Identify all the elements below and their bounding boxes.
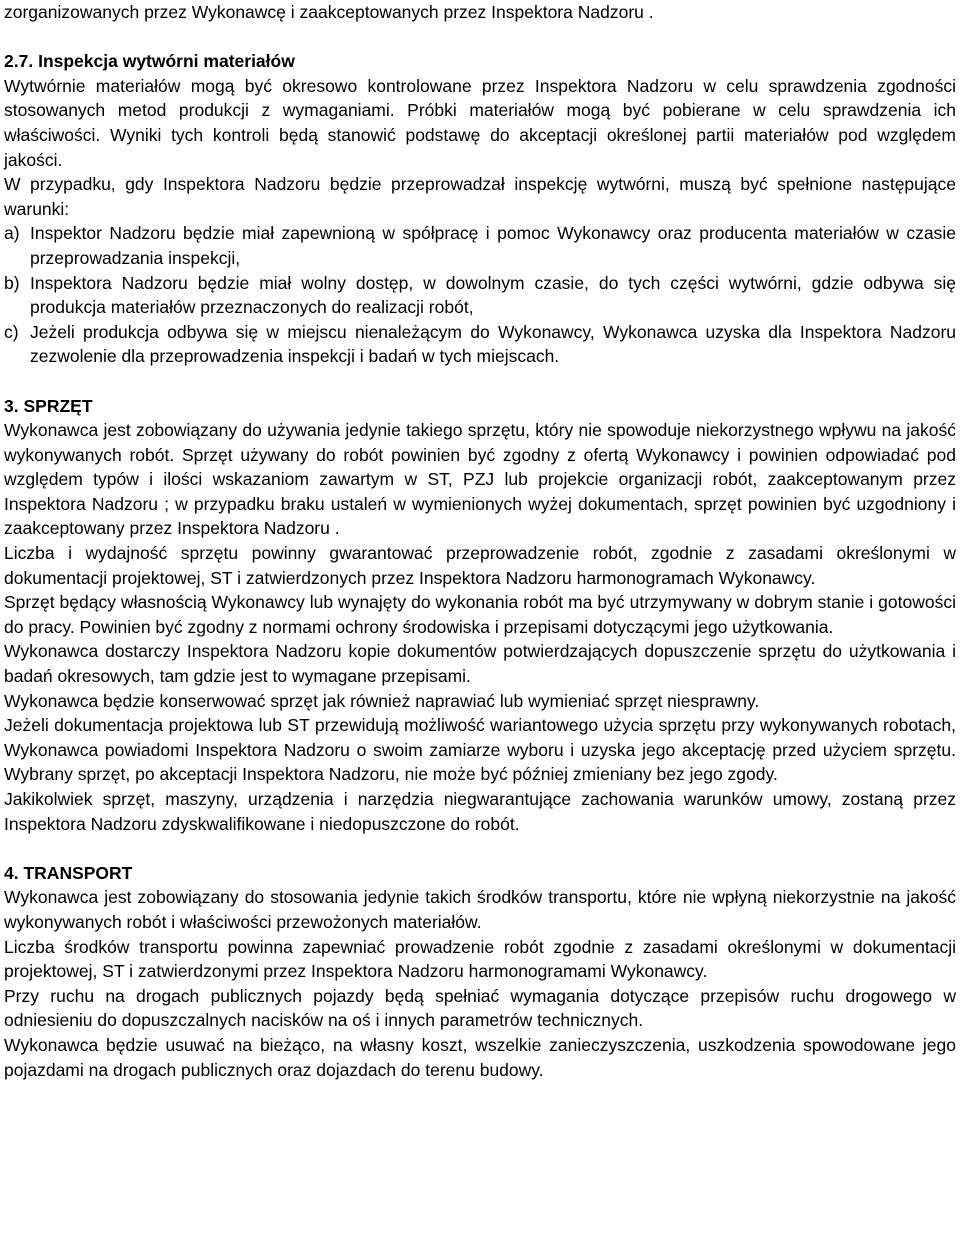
- list-item: [4, 271, 956, 320]
- document-page: [4, 0, 956, 1082]
- section-2-7-heading: [4, 49, 956, 74]
- spacer: [4, 25, 956, 50]
- section-3-heading: [4, 394, 956, 419]
- paragraph: Liczba i wydajność sprzętu powinny gwarantować przeprowadzenie robót, zgodnie z zasadami określonymi w dokumentacji projektowej, ST i zatwierdzonych przez Inspektora Nadzoru harmonogramach Wykonawcy.: [4, 543, 956, 588]
- section-title: SPRZĘT: [23, 395, 93, 416]
- spacer: [4, 836, 956, 861]
- list-item: [4, 320, 956, 369]
- paragraph: Sprzęt będący własnością Wykonawcy lub wynajęty do wykonania robót ma być utrzymywany w dobrym stanie i gotowości do pracy. Powinien być zgodny z normami ochrony środowiska i przepisami dotyczącymi jego użytkowania.: [4, 592, 956, 637]
- list-item-text: Inspektora Nadzoru będzie miał wolny dostęp, w dowolnym czasie, do tych części wytwórni, gdzie odbywa się produkcja materiałów przeznaczonych do realizacji robót,: [30, 272, 956, 318]
- paragraph: Jeżeli dokumentacja projektowa lub ST przewidują możliwość wariantowego użycia sprzętu przy wykonywanych robotach, Wykonawca powiadomi Inspektora Nadzoru o swoim zamiarze wyboru i uzyska jego akceptację przed użyciem sprzętu. Wybrany sprzęt, po akceptacji Inspektora Nadzoru, nie może być później zmieniany bez jego zgody.: [4, 715, 956, 785]
- carryover-line: zorganizowanych przez Wykonawcę i zaakceptowanych przez Inspektora Nadzoru .: [4, 2, 654, 22]
- paragraph: Wykonawca dostarczy Inspektora Nadzoru kopie dokumentów potwierdzających dopuszczenie sprzętu do użytkowania i badań okresowych, tam gdzie jest to wymagane przepisami.: [4, 641, 956, 687]
- paragraph: Jakikolwiek sprzęt, maszyny, urządzenia i narzędzia niegwarantujące zachowania warunków umowy, zostaną przez Inspektora Nadzoru zdyskwalifikowane i niedopuszczone do robót.: [4, 789, 956, 834]
- section-4-heading: [4, 861, 956, 886]
- section-number: 4.: [4, 862, 19, 883]
- list-item-text: Inspektor Nadzoru będzie miał zapewnioną w spółpracę i pomoc Wykonawcy oraz producenta materiałów w czasie przeprowadzania inspekcji,: [30, 223, 956, 268]
- list-marker: b): [4, 272, 20, 293]
- paragraph: Liczba środków transportu powinna zapewniać prowadzenie robót zgodnie z zasadami określonymi w dokumentacji projektowej, ST i zatwierdzonymi przez Inspektora Nadzoru harmonogramami Wykonawcy.: [4, 936, 956, 982]
- paragraph: Wykonawca jest zobowiązany do używania jedynie takiego sprzętu, który nie spowoduje niekorzystnego wpływu na jakość wykonywanych robót. Sprzęt używany do robót powinien być zgodny z ofertą Wykonawcy i powinien odpowiadać pod względem typów i ilości wskazaniom zawartym w ST, PZJ lub projekcie organizacji robót, zaakceptowanym przez Inspektora Nadzoru ; w przypadku braku ustaleń w wymienionych wyżej dokumentach, sprzęt powinien być uzgodniony i zaakceptowany przez Inspektora Nadzoru .: [4, 420, 956, 539]
- list-marker: c): [4, 321, 19, 342]
- list-marker: a): [4, 223, 20, 244]
- section-title: TRANSPORT: [23, 862, 133, 883]
- paragraph: Wykonawca będzie konserwować sprzęt jak również naprawiać lub wymieniać sprzęt niesprawny.: [4, 690, 760, 711]
- paragraph: Przy ruchu na drogach publicznych pojazdy będą spełniać wymagania dotyczące przepisów ruchu drogowego w odniesieniu do dopuszczalnych nacisków na oś i innych parametrów technicznych.: [4, 985, 956, 1031]
- paragraph: Wykonawca będzie usuwać na bieżąco, na własny koszt, wszelkie zanieczyszczenia, uszkodzenia spowodowane jego pojazdami na drogach publicznych oraz dojazdach do terenu budowy.: [4, 1034, 956, 1080]
- section-number: 2.7.: [4, 51, 34, 72]
- section-title: Inspekcja wytwórni materiałów: [38, 51, 295, 72]
- paragraph: W przypadku, gdy Inspektora Nadzoru będzie przeprowadzał inspekcję wytwórni, muszą być spełnione następujące warunki:: [4, 174, 956, 219]
- list-item-text: Jeżeli produkcja odbywa się w miejscu nienależącym do Wykonawcy, Wykonawca uzyska dla Inspektora Nadzoru zezwolenie dla przeprowadzenia inspekcji i badań w tych miejscach.: [30, 321, 956, 367]
- paragraph: Wykonawca jest zobowiązany do stosowania jedynie takich środków transportu, które nie wpłyną niekorzystnie na jakość wykonywanych robót i właściwości przewożonych materiałów.: [4, 887, 956, 932]
- section-number: 3.: [4, 395, 19, 416]
- spacer: [4, 369, 956, 394]
- paragraph: Wytwórnie materiałów mogą być okresowo kontrolowane przez Inspektora Nadzoru w celu sprawdzenia zgodności stosowanych metod produkcji z wymaganiami. Próbki materiałów mogą być pobierane w celu sprawdzenia ich właściwości. Wyniki tych kontroli będą stanowić podstawę do akceptacji określonej partii materiałów pod względem jakości.: [4, 75, 956, 170]
- list-item: [4, 221, 956, 270]
